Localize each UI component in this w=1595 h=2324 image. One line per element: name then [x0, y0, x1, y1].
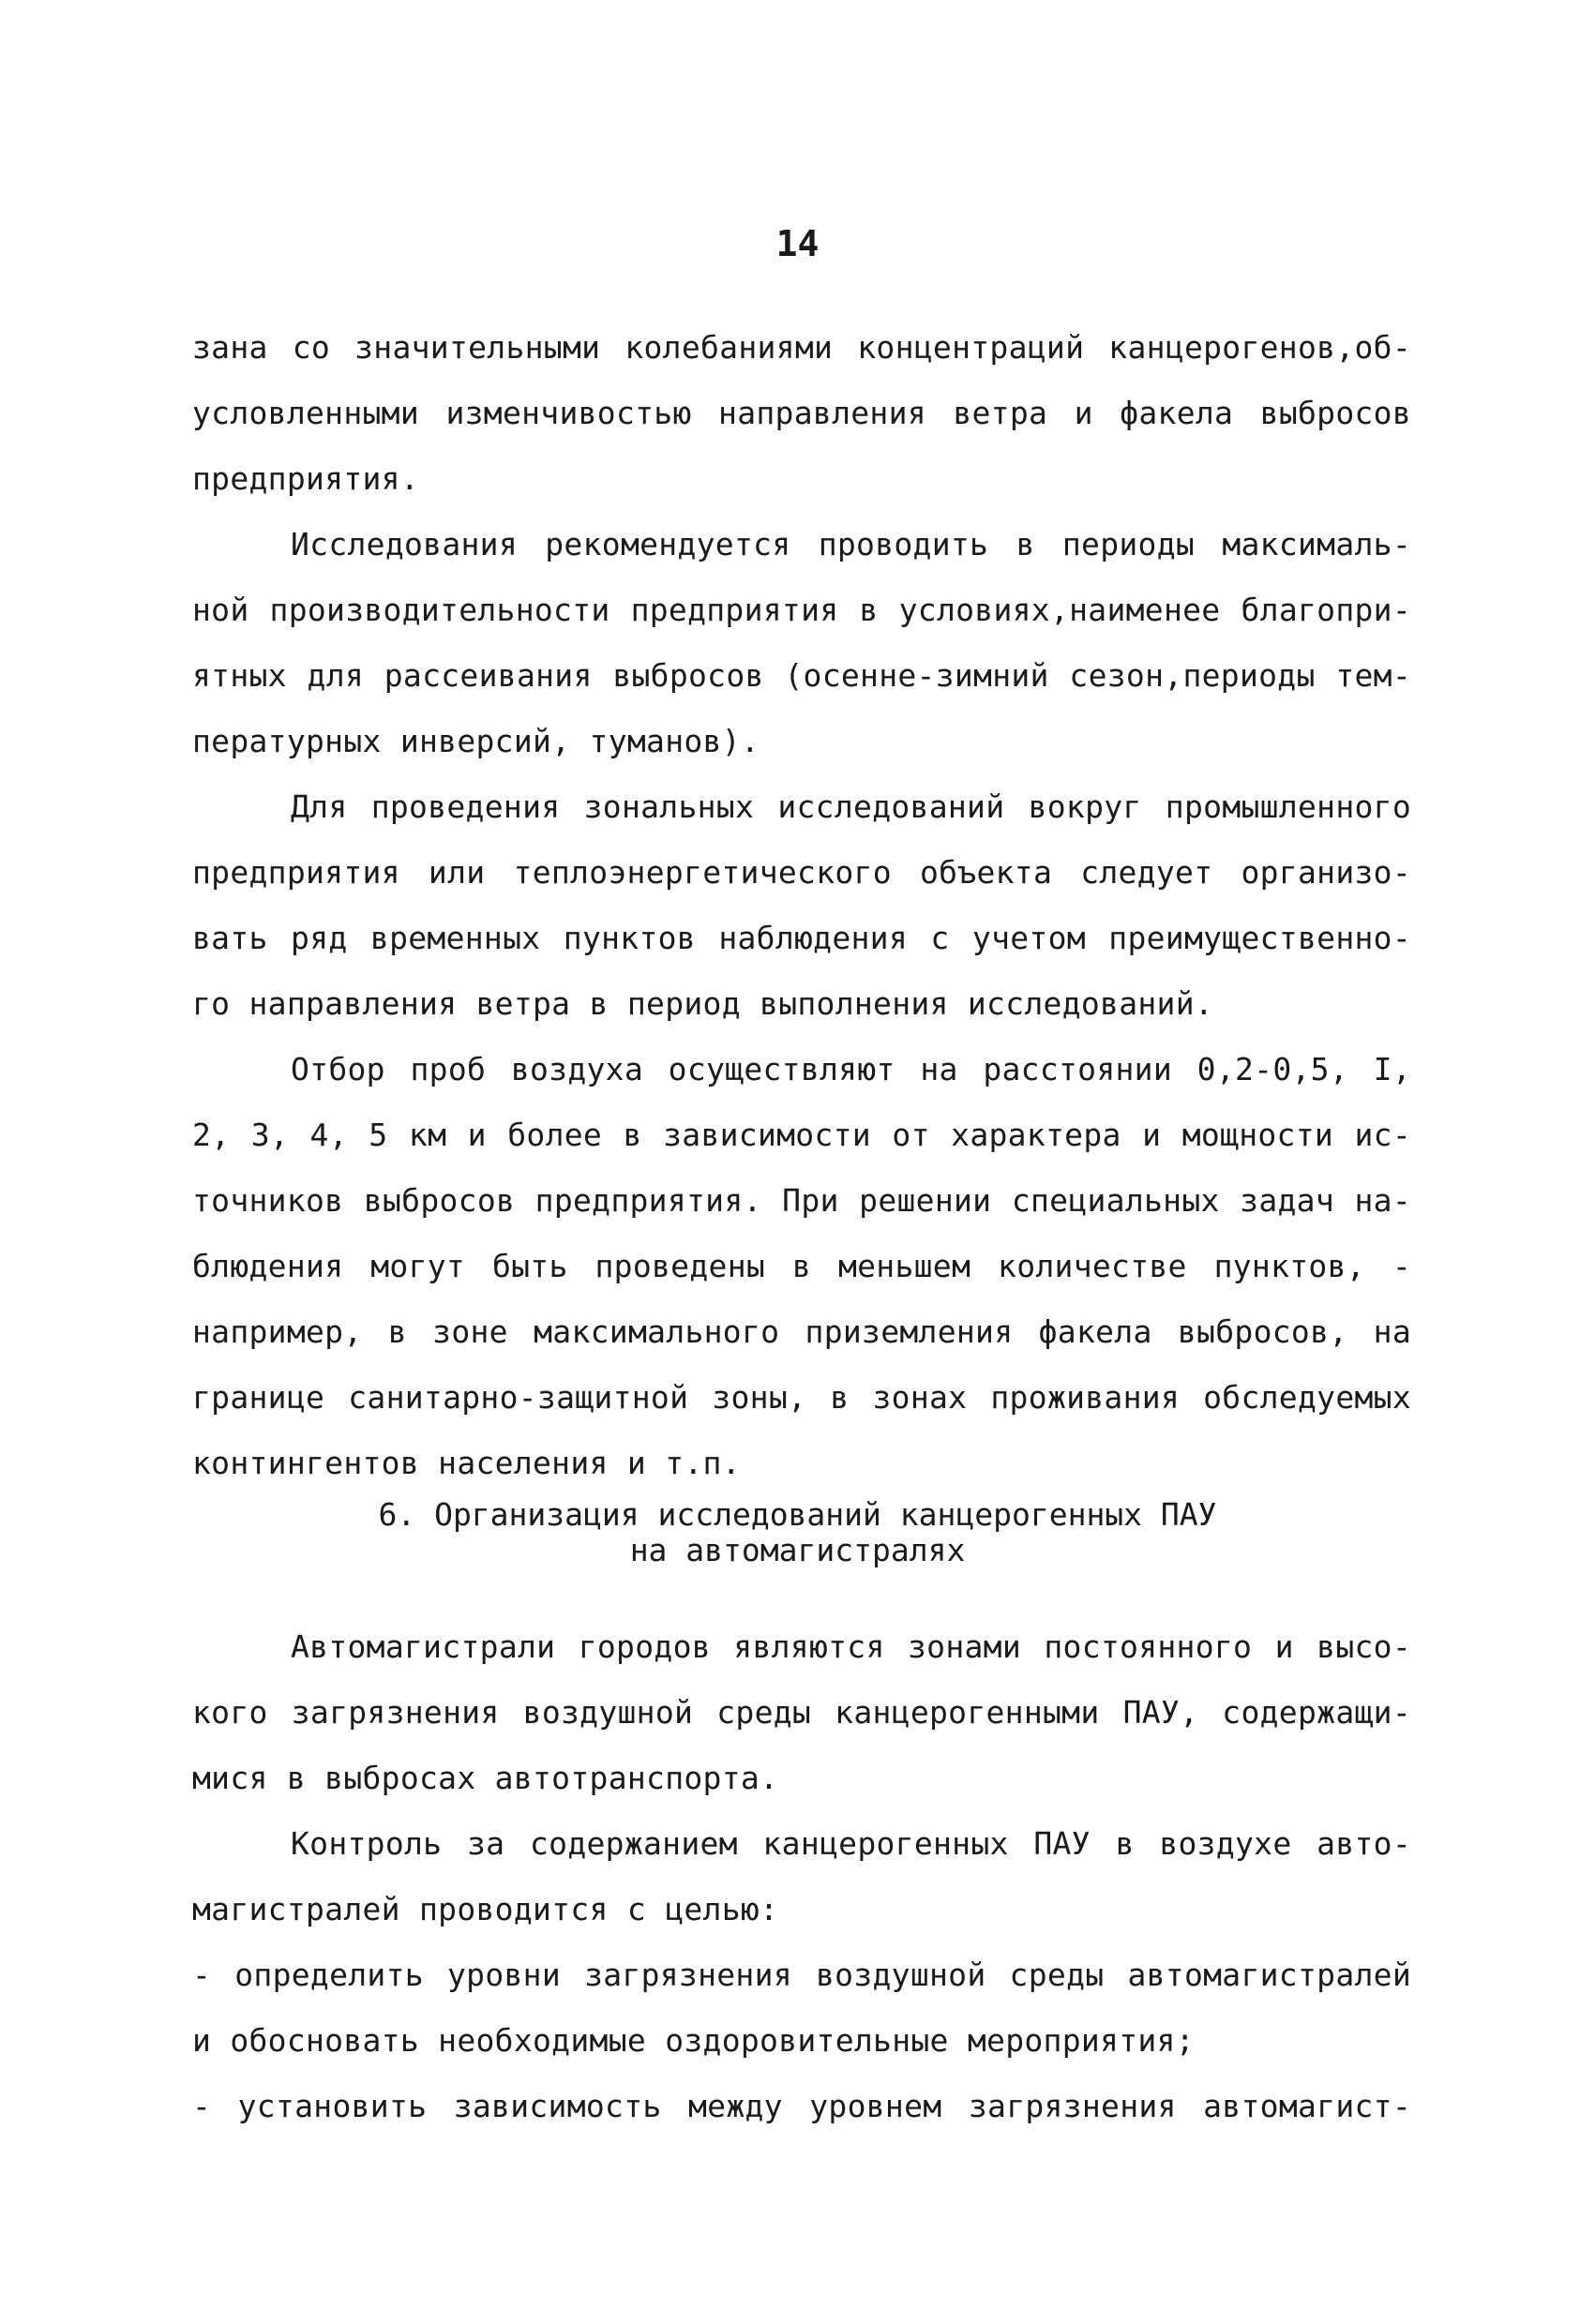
text-line: мися в выбросах автотранспорта.	[192, 1760, 779, 1796]
text-line: Контроль за содержанием канцерогенных ПАУ в воздухе авто-	[291, 1825, 1411, 1862]
text-line: кого загрязнения воздушной среды канцерогенными ПАУ, содержащи-	[192, 1694, 1411, 1731]
section-heading-line-1: 6. Организация исследований канцерогенных ПАУ	[378, 1496, 1217, 1533]
text-line: условленными изменчивостью направления ветра и факела выбросов	[192, 395, 1411, 431]
page-number: 14	[775, 223, 820, 264]
section-heading	[0, 1497, 1595, 1568]
text-line: ятных для рассеивания выбросов (осенне-зимний сезон,периоды тем-	[192, 657, 1411, 694]
text-line: например, в зоне максимального приземления факела выбросов, на	[192, 1313, 1411, 1350]
section-heading-line-2: на автомагистралях	[629, 1532, 966, 1568]
text-line: магистралей проводится с целью:	[192, 1891, 779, 1927]
list-item-continuation: и обосновать необходимые оздоровительные мероприятия;	[192, 2022, 1195, 2059]
text-block-1	[192, 315, 1411, 1496]
text-line: блюдения могут быть проведены в меньшем количестве пунктов, -	[192, 1248, 1411, 1284]
text-line: вать ряд временных пунктов наблюдения с учетом преимущественно-	[192, 920, 1411, 956]
text-line: зана со значительными колебаниями концентраций канцерогенов,об-	[192, 329, 1411, 366]
text-line: границе санитарно-защитной зоны, в зонах проживания обследуемых	[192, 1379, 1411, 1416]
text-line: го направления ветра в период выполнения исследований.	[192, 985, 1214, 1022]
text-block-2	[192, 1614, 1411, 2139]
text-line: контингентов населения и т.п.	[192, 1445, 741, 1481]
text-line: точников выбросов предприятия. При решении специальных задач на-	[192, 1182, 1411, 1219]
text-line: 2, 3, 4, 5 км и более в зависимости от характера и мощности ис-	[192, 1117, 1411, 1153]
text-line: предприятия.	[192, 460, 420, 497]
text-line: Исследования рекомендуется проводить в периоды максималь-	[291, 526, 1411, 562]
list-item: - установить зависимость между уровнем загрязнения автомагист-	[192, 2088, 1411, 2124]
text-line: ной производительности предприятия в условиях,наименее благопри-	[192, 592, 1411, 628]
text-line: пературных инверсий, туманов).	[192, 723, 760, 759]
text-line: Автомагистрали городов являются зонами постоянного и высо-	[291, 1628, 1411, 1665]
text-line: Отбор проб воздуха осуществляют на расстоянии 0,2-0,5, I,	[291, 1051, 1411, 1087]
text-line: Для проведения зональных исследований вокруг промышленного	[291, 788, 1411, 825]
list-item: - определить уровни загрязнения воздушной среды автомагистралей	[192, 1957, 1411, 1993]
text-line: предприятия или теплоэнергетического объекта следует организо-	[192, 854, 1411, 891]
